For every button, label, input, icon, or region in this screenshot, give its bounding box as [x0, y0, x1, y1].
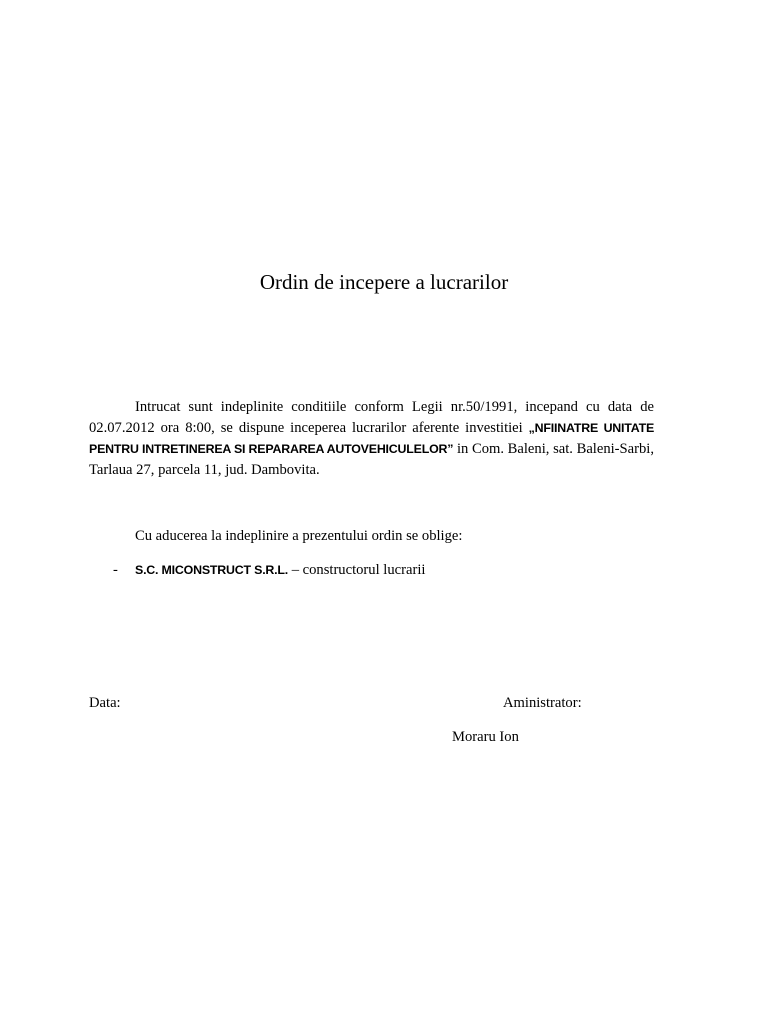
project-name: „NFIINATRE UNITATE PENTRU INTRETINEREA SI REPARAREA AUTOVEHICULELOR”: [89, 421, 655, 456]
obligation-paragraph: Cu aducerea la indeplinire a prezentului ordin se oblige:: [135, 528, 463, 544]
order-paragraph: [89, 397, 654, 481]
order-text-intro: Intrucat sunt indeplinite conditiile conform Legii nr.50/1991, incepand cu data de 02.07.2012 ora 8:00, se dispune inceperea lucrarilor aferente investitiei: [89, 399, 654, 436]
date-label: Data:: [89, 695, 121, 711]
administrator-name: Moraru Ion: [452, 729, 519, 745]
list-item: [0, 560, 768, 581]
document-title: Ordin de incepere a lucrarilor: [259, 270, 509, 294]
company-role: – constructorul lucrarii: [288, 562, 426, 578]
company-name: S.C. MICONSTRUCT S.R.L.: [135, 563, 289, 577]
list-item-text: [135, 560, 425, 581]
list-bullet: -: [113, 562, 118, 578]
order-text-location: in Com. Baleni, sat. Baleni-Sarbi, Tarlaua 27, parcela 11, jud. Dambovita.: [89, 441, 654, 478]
administrator-label: Aministrator:: [503, 695, 582, 711]
